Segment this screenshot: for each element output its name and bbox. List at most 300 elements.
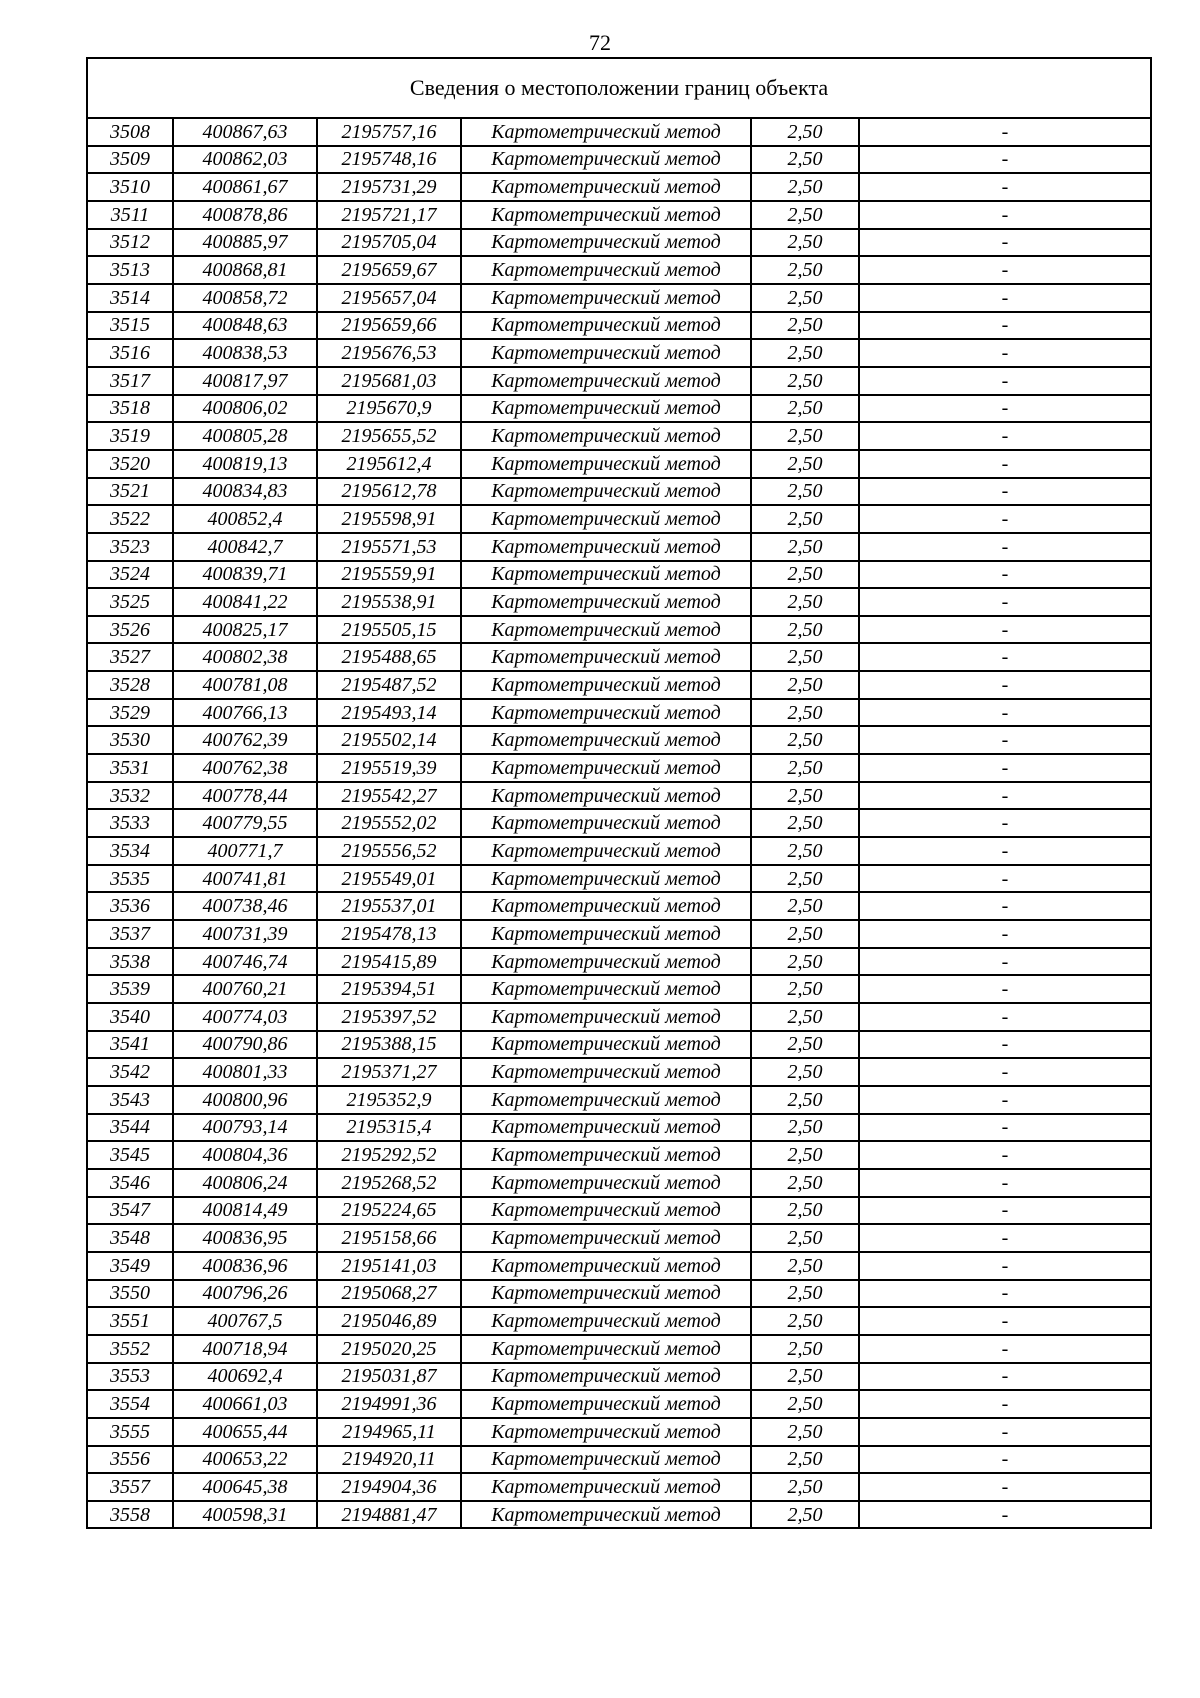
description-cell: - <box>859 1114 1151 1142</box>
description-cell: - <box>859 1252 1151 1280</box>
y-coordinate-cell: 2195549,01 <box>317 865 461 893</box>
accuracy-cell: 2,50 <box>751 450 859 478</box>
description-cell: - <box>859 1058 1151 1086</box>
description-cell: - <box>859 422 1151 450</box>
method-cell: Картометрический метод <box>461 1501 751 1529</box>
table-row <box>87 339 1151 367</box>
method-cell: Картометрический метод <box>461 726 751 754</box>
table-row <box>87 1501 1151 1529</box>
description-cell: - <box>859 118 1151 146</box>
description-cell: - <box>859 1086 1151 1114</box>
x-coordinate-cell: 400839,71 <box>173 561 317 589</box>
x-coordinate-cell: 400885,97 <box>173 229 317 257</box>
y-coordinate-cell: 2195478,13 <box>317 920 461 948</box>
point-number-cell: 3532 <box>87 782 173 810</box>
point-number-cell: 3519 <box>87 422 173 450</box>
accuracy-cell: 2,50 <box>751 1390 859 1418</box>
description-cell: - <box>859 809 1151 837</box>
method-cell: Картометрический метод <box>461 865 751 893</box>
x-coordinate-cell: 400598,31 <box>173 1501 317 1529</box>
accuracy-cell: 2,50 <box>751 948 859 976</box>
y-coordinate-cell: 2195068,27 <box>317 1280 461 1308</box>
y-coordinate-cell: 2195571,53 <box>317 533 461 561</box>
table-row <box>87 782 1151 810</box>
point-number-cell: 3524 <box>87 561 173 589</box>
y-coordinate-cell: 2195268,52 <box>317 1169 461 1197</box>
description-cell: - <box>859 1169 1151 1197</box>
x-coordinate-cell: 400878,86 <box>173 201 317 229</box>
accuracy-cell: 2,50 <box>751 754 859 782</box>
point-number-cell: 3515 <box>87 312 173 340</box>
table-row <box>87 1473 1151 1501</box>
method-cell: Картометрический метод <box>461 312 751 340</box>
method-cell: Картометрический метод <box>461 920 751 948</box>
x-coordinate-cell: 400800,96 <box>173 1086 317 1114</box>
point-number-cell: 3528 <box>87 671 173 699</box>
accuracy-cell: 2,50 <box>751 422 859 450</box>
method-cell: Картометрический метод <box>461 1307 751 1335</box>
table-row <box>87 229 1151 257</box>
table-row <box>87 1003 1151 1031</box>
description-cell: - <box>859 450 1151 478</box>
table-row <box>87 1058 1151 1086</box>
table-row <box>87 284 1151 312</box>
y-coordinate-cell: 2194904,36 <box>317 1473 461 1501</box>
x-coordinate-cell: 400746,74 <box>173 948 317 976</box>
x-coordinate-cell: 400718,94 <box>173 1335 317 1363</box>
y-coordinate-cell: 2195388,15 <box>317 1031 461 1059</box>
method-cell: Картометрический метод <box>461 1390 751 1418</box>
method-cell: Картометрический метод <box>461 395 751 423</box>
table-row <box>87 478 1151 506</box>
point-number-cell: 3529 <box>87 699 173 727</box>
accuracy-cell: 2,50 <box>751 1141 859 1169</box>
x-coordinate-cell: 400762,39 <box>173 726 317 754</box>
accuracy-cell: 2,50 <box>751 643 859 671</box>
table-row <box>87 616 1151 644</box>
x-coordinate-cell: 400805,28 <box>173 422 317 450</box>
y-coordinate-cell: 2195519,39 <box>317 754 461 782</box>
method-cell: Картометрический метод <box>461 948 751 976</box>
description-cell: - <box>859 1390 1151 1418</box>
description-cell: - <box>859 920 1151 948</box>
point-number-cell: 3517 <box>87 367 173 395</box>
accuracy-cell: 2,50 <box>751 1307 859 1335</box>
accuracy-cell: 2,50 <box>751 1224 859 1252</box>
y-coordinate-cell: 2195371,27 <box>317 1058 461 1086</box>
point-number-cell: 3522 <box>87 505 173 533</box>
y-coordinate-cell: 2195598,91 <box>317 505 461 533</box>
x-coordinate-cell: 400802,38 <box>173 643 317 671</box>
table-row <box>87 892 1151 920</box>
accuracy-cell: 2,50 <box>751 1169 859 1197</box>
page-number: 72 <box>589 30 611 55</box>
point-number-cell: 3523 <box>87 533 173 561</box>
description-cell: - <box>859 1280 1151 1308</box>
point-number-cell: 3521 <box>87 478 173 506</box>
y-coordinate-cell: 2195612,4 <box>317 450 461 478</box>
point-number-cell: 3547 <box>87 1197 173 1225</box>
table-row <box>87 1390 1151 1418</box>
method-cell: Картометрический метод <box>461 782 751 810</box>
method-cell: Картометрический метод <box>461 1446 751 1474</box>
point-number-cell: 3509 <box>87 146 173 174</box>
accuracy-cell: 2,50 <box>751 809 859 837</box>
description-cell: - <box>859 948 1151 976</box>
description-cell: - <box>859 1003 1151 1031</box>
description-cell: - <box>859 975 1151 1003</box>
description-cell: - <box>859 1335 1151 1363</box>
method-cell: Картометрический метод <box>461 422 751 450</box>
description-cell: - <box>859 1446 1151 1474</box>
table-row <box>87 837 1151 865</box>
description-cell: - <box>859 1197 1151 1225</box>
y-coordinate-cell: 2195537,01 <box>317 892 461 920</box>
accuracy-cell: 2,50 <box>751 726 859 754</box>
point-number-cell: 3518 <box>87 395 173 423</box>
method-cell: Картометрический метод <box>461 339 751 367</box>
method-cell: Картометрический метод <box>461 1114 751 1142</box>
description-cell: - <box>859 726 1151 754</box>
table-row <box>87 865 1151 893</box>
accuracy-cell: 2,50 <box>751 478 859 506</box>
x-coordinate-cell: 400819,13 <box>173 450 317 478</box>
point-number-cell: 3512 <box>87 229 173 257</box>
table-row <box>87 754 1151 782</box>
x-coordinate-cell: 400779,55 <box>173 809 317 837</box>
y-coordinate-cell: 2195748,16 <box>317 146 461 174</box>
x-coordinate-cell: 400836,96 <box>173 1252 317 1280</box>
method-cell: Картометрический метод <box>461 1252 751 1280</box>
description-cell: - <box>859 1363 1151 1391</box>
description-cell: - <box>859 1224 1151 1252</box>
table-row <box>87 1141 1151 1169</box>
table-row <box>87 146 1151 174</box>
table-row <box>87 312 1151 340</box>
description-cell: - <box>859 201 1151 229</box>
y-coordinate-cell: 2195721,17 <box>317 201 461 229</box>
table-row <box>87 1335 1151 1363</box>
point-number-cell: 3537 <box>87 920 173 948</box>
point-number-cell: 3514 <box>87 284 173 312</box>
point-number-cell: 3548 <box>87 1224 173 1252</box>
y-coordinate-cell: 2195031,87 <box>317 1363 461 1391</box>
method-cell: Картометрический метод <box>461 450 751 478</box>
y-coordinate-cell: 2194991,36 <box>317 1390 461 1418</box>
table-row <box>87 1114 1151 1142</box>
accuracy-cell: 2,50 <box>751 1086 859 1114</box>
table-row <box>87 1418 1151 1446</box>
x-coordinate-cell: 400858,72 <box>173 284 317 312</box>
description-cell: - <box>859 837 1151 865</box>
accuracy-cell: 2,50 <box>751 118 859 146</box>
x-coordinate-cell: 400771,7 <box>173 837 317 865</box>
x-coordinate-cell: 400842,7 <box>173 533 317 561</box>
table-row <box>87 1280 1151 1308</box>
table-row <box>87 201 1151 229</box>
accuracy-cell: 2,50 <box>751 561 859 589</box>
description-cell: - <box>859 561 1151 589</box>
x-coordinate-cell: 400767,5 <box>173 1307 317 1335</box>
description-cell: - <box>859 478 1151 506</box>
accuracy-cell: 2,50 <box>751 892 859 920</box>
point-number-cell: 3558 <box>87 1501 173 1529</box>
description-cell: - <box>859 395 1151 423</box>
point-number-cell: 3508 <box>87 118 173 146</box>
description-cell: - <box>859 1418 1151 1446</box>
accuracy-cell: 2,50 <box>751 1114 859 1142</box>
accuracy-cell: 2,50 <box>751 920 859 948</box>
table-row <box>87 505 1151 533</box>
x-coordinate-cell: 400796,26 <box>173 1280 317 1308</box>
table-row <box>87 699 1151 727</box>
accuracy-cell: 2,50 <box>751 588 859 616</box>
accuracy-cell: 2,50 <box>751 1197 859 1225</box>
method-cell: Картометрический метод <box>461 146 751 174</box>
accuracy-cell: 2,50 <box>751 1031 859 1059</box>
method-cell: Картометрический метод <box>461 1197 751 1225</box>
y-coordinate-cell: 2195556,52 <box>317 837 461 865</box>
y-coordinate-cell: 2195538,91 <box>317 588 461 616</box>
point-number-cell: 3543 <box>87 1086 173 1114</box>
point-number-cell: 3520 <box>87 450 173 478</box>
description-cell: - <box>859 754 1151 782</box>
point-number-cell: 3542 <box>87 1058 173 1086</box>
accuracy-cell: 2,50 <box>751 1280 859 1308</box>
y-coordinate-cell: 2195670,9 <box>317 395 461 423</box>
y-coordinate-cell: 2195352,9 <box>317 1086 461 1114</box>
table-row <box>87 1363 1151 1391</box>
y-coordinate-cell: 2195141,03 <box>317 1252 461 1280</box>
accuracy-cell: 2,50 <box>751 699 859 727</box>
accuracy-cell: 2,50 <box>751 533 859 561</box>
point-number-cell: 3539 <box>87 975 173 1003</box>
description-cell: - <box>859 782 1151 810</box>
method-cell: Картометрический метод <box>461 643 751 671</box>
point-number-cell: 3551 <box>87 1307 173 1335</box>
method-cell: Картометрический метод <box>461 699 751 727</box>
accuracy-cell: 2,50 <box>751 1501 859 1529</box>
y-coordinate-cell: 2195657,04 <box>317 284 461 312</box>
y-coordinate-cell: 2194965,11 <box>317 1418 461 1446</box>
description-cell: - <box>859 892 1151 920</box>
description-cell: - <box>859 699 1151 727</box>
accuracy-cell: 2,50 <box>751 1003 859 1031</box>
x-coordinate-cell: 400804,36 <box>173 1141 317 1169</box>
x-coordinate-cell: 400645,38 <box>173 1473 317 1501</box>
method-cell: Картометрический метод <box>461 1003 751 1031</box>
table-row <box>87 975 1151 1003</box>
point-number-cell: 3550 <box>87 1280 173 1308</box>
y-coordinate-cell: 2195505,15 <box>317 616 461 644</box>
y-coordinate-cell: 2195415,89 <box>317 948 461 976</box>
point-number-cell: 3555 <box>87 1418 173 1446</box>
method-cell: Картометрический метод <box>461 118 751 146</box>
description-cell: - <box>859 146 1151 174</box>
table-row <box>87 367 1151 395</box>
point-number-cell: 3545 <box>87 1141 173 1169</box>
table-row <box>87 1224 1151 1252</box>
description-cell: - <box>859 616 1151 644</box>
y-coordinate-cell: 2195493,14 <box>317 699 461 727</box>
x-coordinate-cell: 400817,97 <box>173 367 317 395</box>
point-number-cell: 3557 <box>87 1473 173 1501</box>
accuracy-cell: 2,50 <box>751 782 859 810</box>
description-cell: - <box>859 533 1151 561</box>
x-coordinate-cell: 400814,49 <box>173 1197 317 1225</box>
point-number-cell: 3534 <box>87 837 173 865</box>
point-number-cell: 3526 <box>87 616 173 644</box>
y-coordinate-cell: 2195158,66 <box>317 1224 461 1252</box>
method-cell: Картометрический метод <box>461 588 751 616</box>
x-coordinate-cell: 400738,46 <box>173 892 317 920</box>
table-row <box>87 948 1151 976</box>
point-number-cell: 3531 <box>87 754 173 782</box>
table-row <box>87 726 1151 754</box>
point-number-cell: 3527 <box>87 643 173 671</box>
method-cell: Картометрический метод <box>461 1473 751 1501</box>
point-number-cell: 3536 <box>87 892 173 920</box>
accuracy-cell: 2,50 <box>751 616 859 644</box>
table-row <box>87 450 1151 478</box>
x-coordinate-cell: 400741,81 <box>173 865 317 893</box>
y-coordinate-cell: 2195676,53 <box>317 339 461 367</box>
method-cell: Картометрический метод <box>461 229 751 257</box>
method-cell: Картометрический метод <box>461 1280 751 1308</box>
x-coordinate-cell: 400834,83 <box>173 478 317 506</box>
x-coordinate-cell: 400806,24 <box>173 1169 317 1197</box>
method-cell: Картометрический метод <box>461 1031 751 1059</box>
accuracy-cell: 2,50 <box>751 339 859 367</box>
x-coordinate-cell: 400852,4 <box>173 505 317 533</box>
x-coordinate-cell: 400790,86 <box>173 1031 317 1059</box>
accuracy-cell: 2,50 <box>751 312 859 340</box>
point-number-cell: 3525 <box>87 588 173 616</box>
x-coordinate-cell: 400848,63 <box>173 312 317 340</box>
y-coordinate-cell: 2195757,16 <box>317 118 461 146</box>
point-number-cell: 3549 <box>87 1252 173 1280</box>
point-number-cell: 3510 <box>87 173 173 201</box>
description-cell: - <box>859 1473 1151 1501</box>
accuracy-cell: 2,50 <box>751 1473 859 1501</box>
description-cell: - <box>859 312 1151 340</box>
x-coordinate-cell: 400862,03 <box>173 146 317 174</box>
description-cell: - <box>859 173 1151 201</box>
method-cell: Картометрический метод <box>461 367 751 395</box>
description-cell: - <box>859 229 1151 257</box>
method-cell: Картометрический метод <box>461 754 751 782</box>
table-row <box>87 1169 1151 1197</box>
method-cell: Картометрический метод <box>461 561 751 589</box>
y-coordinate-cell: 2195705,04 <box>317 229 461 257</box>
accuracy-cell: 2,50 <box>751 1446 859 1474</box>
x-coordinate-cell: 400841,22 <box>173 588 317 616</box>
x-coordinate-cell: 400762,38 <box>173 754 317 782</box>
accuracy-cell: 2,50 <box>751 1418 859 1446</box>
x-coordinate-cell: 400825,17 <box>173 616 317 644</box>
accuracy-cell: 2,50 <box>751 173 859 201</box>
table-row <box>87 561 1151 589</box>
x-coordinate-cell: 400806,02 <box>173 395 317 423</box>
point-number-cell: 3556 <box>87 1446 173 1474</box>
x-coordinate-cell: 400760,21 <box>173 975 317 1003</box>
x-coordinate-cell: 400781,08 <box>173 671 317 699</box>
point-number-cell: 3516 <box>87 339 173 367</box>
table-body <box>87 118 1151 1528</box>
accuracy-cell: 2,50 <box>751 201 859 229</box>
table-title-row <box>87 58 1151 118</box>
accuracy-cell: 2,50 <box>751 256 859 284</box>
x-coordinate-cell: 400661,03 <box>173 1390 317 1418</box>
accuracy-cell: 2,50 <box>751 146 859 174</box>
accuracy-cell: 2,50 <box>751 837 859 865</box>
x-coordinate-cell: 400731,39 <box>173 920 317 948</box>
accuracy-cell: 2,50 <box>751 505 859 533</box>
y-coordinate-cell: 2195046,89 <box>317 1307 461 1335</box>
y-coordinate-cell: 2195659,66 <box>317 312 461 340</box>
method-cell: Картометрический метод <box>461 173 751 201</box>
point-number-cell: 3530 <box>87 726 173 754</box>
description-cell: - <box>859 671 1151 699</box>
x-coordinate-cell: 400774,03 <box>173 1003 317 1031</box>
description-cell: - <box>859 1307 1151 1335</box>
y-coordinate-cell: 2195731,29 <box>317 173 461 201</box>
method-cell: Картометрический метод <box>461 1224 751 1252</box>
point-number-cell: 3533 <box>87 809 173 837</box>
method-cell: Картометрический метод <box>461 284 751 312</box>
table-row <box>87 1031 1151 1059</box>
method-cell: Картометрический метод <box>461 1169 751 1197</box>
point-number-cell: 3546 <box>87 1169 173 1197</box>
table-row <box>87 588 1151 616</box>
y-coordinate-cell: 2195397,52 <box>317 1003 461 1031</box>
method-cell: Картометрический метод <box>461 892 751 920</box>
description-cell: - <box>859 339 1151 367</box>
point-number-cell: 3553 <box>87 1363 173 1391</box>
description-cell: - <box>859 505 1151 533</box>
description-cell: - <box>859 367 1151 395</box>
x-coordinate-cell: 400801,33 <box>173 1058 317 1086</box>
y-coordinate-cell: 2195612,78 <box>317 478 461 506</box>
method-cell: Картометрический метод <box>461 505 751 533</box>
x-coordinate-cell: 400868,81 <box>173 256 317 284</box>
table-row <box>87 533 1151 561</box>
table-row <box>87 1197 1151 1225</box>
table-row <box>87 173 1151 201</box>
method-cell: Картометрический метод <box>461 1335 751 1363</box>
x-coordinate-cell: 400766,13 <box>173 699 317 727</box>
y-coordinate-cell: 2195681,03 <box>317 367 461 395</box>
method-cell: Картометрический метод <box>461 1058 751 1086</box>
table-row <box>87 1086 1151 1114</box>
table-row <box>87 1307 1151 1335</box>
table-row <box>87 256 1151 284</box>
point-number-cell: 3511 <box>87 201 173 229</box>
x-coordinate-cell: 400793,14 <box>173 1114 317 1142</box>
accuracy-cell: 2,50 <box>751 1335 859 1363</box>
point-number-cell: 3554 <box>87 1390 173 1418</box>
method-cell: Картометрический метод <box>461 533 751 561</box>
accuracy-cell: 2,50 <box>751 865 859 893</box>
y-coordinate-cell: 2195488,65 <box>317 643 461 671</box>
point-number-cell: 3541 <box>87 1031 173 1059</box>
point-number-cell: 3540 <box>87 1003 173 1031</box>
table-row <box>87 422 1151 450</box>
description-cell: - <box>859 1141 1151 1169</box>
accuracy-cell: 2,50 <box>751 1252 859 1280</box>
table-row <box>87 643 1151 671</box>
y-coordinate-cell: 2195659,67 <box>317 256 461 284</box>
